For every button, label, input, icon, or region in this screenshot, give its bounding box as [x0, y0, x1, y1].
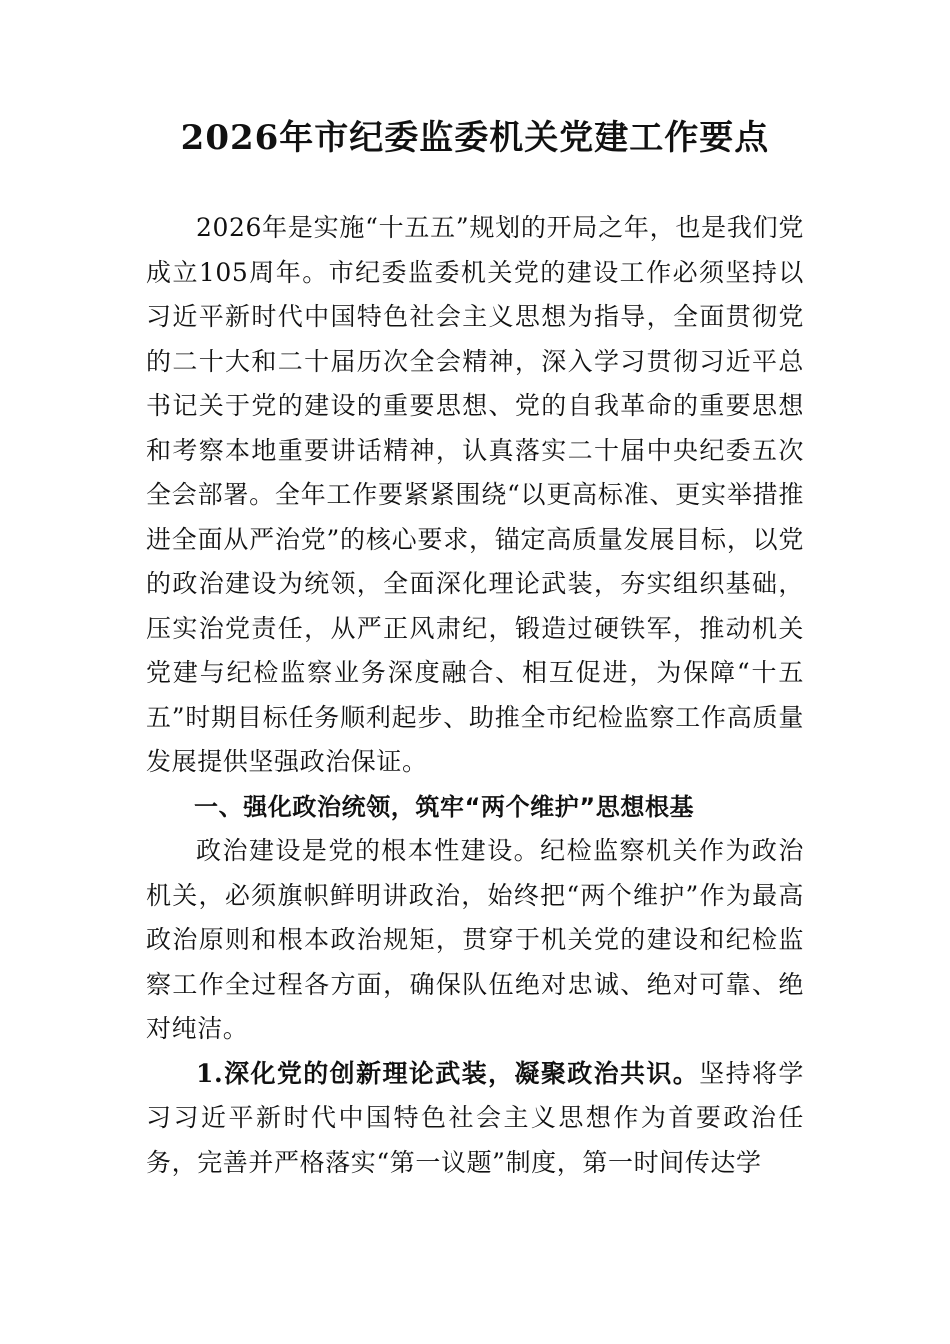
section-1-paragraph: 政治建设是党的根本性建设。纪检监察机关作为政治机关，必须旗帜鲜明讲政治，始终把“两个维护”作为最高政治原则和根本政治规矩，贯穿于机关党的建设和纪检监察工作全过程各方面，确保队伍绝对忠诚、绝对可靠、绝对纯洁。 [146, 836, 804, 1043]
document-body [146, 206, 804, 1185]
item-1-text: 坚持将学习习近平新时代中国特色社会主义思想作为首要政治任务，完善并严格落实“第一议题”制度，第一时间传达学 [146, 1058, 804, 1177]
item-1-lead: 1.深化党的创新理论武装，凝聚政治共识。 [196, 1058, 700, 1088]
document-title: 2026年市纪委监委机关党建工作要点 [180, 118, 770, 158]
intro-paragraph: 2026年是实施“十五五”规划的开局之年，也是我们党成立105周年。市纪委监委机关党的建设工作必须坚持以习近平新时代中国特色社会主义思想为指导，全面贯彻党的二十大和二十届历次全会精神，深入学习贯彻习近平总书记关于党的建设的重要思想、党的自我革命的重要思想和考察本地重要讲话精神，认真落实二十届中央纪委五次全会部署。全年工作要紧紧围绕“以更高标准、更实举措推进全面从严治党”的核心要求，锚定高质量发展目标，以党的政治建设为统领，全面深化理论武装，夯实组织基础，压实治党责任，从严正风肃纪，锻造过硬铁军，推动机关党建与纪检监察业务深度融合、相互促进，为保障“十五五”时期目标任务顺利起步、助推全市纪检监察工作高质量发展提供坚强政治保证。 [146, 213, 804, 776]
item-1-paragraph [146, 1052, 804, 1186]
section-heading-1: 一、强化政治统领，筑牢“两个维护”思想根基 [194, 792, 695, 821]
